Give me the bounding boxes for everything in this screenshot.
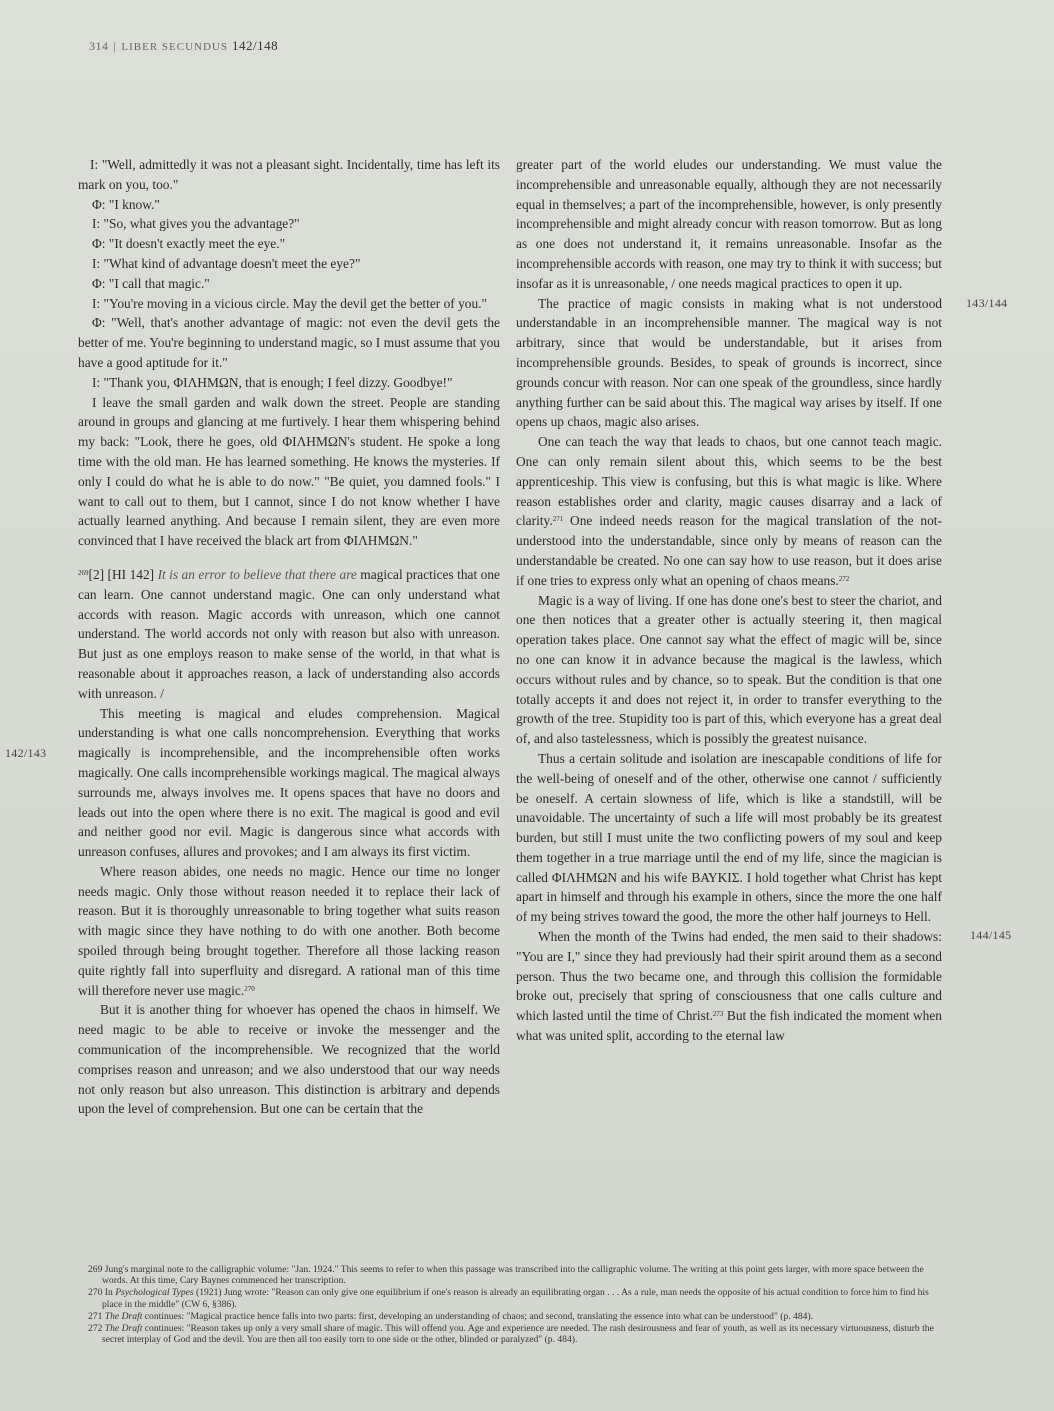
paragraph-text: But the fish indicated the moment when what was united split, according to the eternal law (516, 1008, 942, 1044)
footnote-272 (88, 1323, 944, 1345)
paragraph: This meeting is magical and eludes comprehension. Magical understanding is what one calls noncomprehension. Everything that works magically is incomprehensible, and the incomprehensible often works magically. One calls incomprehensible workings magical. The magical always surrounds me, always involves me. It opens spaces that have no doors and leads out into the open where there is no exit. The magical is good and evil and neither good nor evil. Magic is dangerous since what accords with unreason confuses, allures and provokes; and I am always its first victim. (78, 705, 500, 860)
footnote-ref-270: 270 (244, 984, 255, 993)
paragraph: The practice of magic consists in making what is not understood understandable in an incomprehensible manner. The magical way is not arbitrary, since that would be understandable, but it arises from incomprehensible grounds. Besides, to speak of grounds is incorrect, since grounds concur with reason. Nor can one speak of the groundless, since hardly anything further can be said about this. The magical way arises by itself. If one opens up chaos, magic also arises. (516, 295, 942, 430)
source-ref: [2] [HI 142] (88, 566, 155, 582)
dialogue-line: Φ: "I know." (92, 196, 160, 212)
dialogue-line: Φ: "Well, that's another advantage of magic: not even the devil gets the better of me. You're beginning to understand magic, so I must assume that you have a good aptitude for it." (78, 315, 500, 370)
paragraph (516, 432, 942, 590)
footnote-ref-271: 271 (552, 515, 564, 524)
footnote-text: 271 (88, 1310, 105, 1322)
footnote-271 (88, 1311, 944, 1322)
dialogue-line: Φ: "It doesn't exactly meet the eye." (92, 236, 286, 252)
footnote-text: 270 In (88, 1287, 116, 1299)
footnote-text: (1921) Jung wrote: "Reason can only give one equilibrium if one's reason is already an equilibrating organ . . . As a rule, man needs the opposite of his actual condition to force him to find his place in the middle" (CW 6, §386). (102, 1287, 929, 1310)
paragraph-text: Where reason abides, one needs no magic. Hence our time no longer needs magic. Only those without reason needed it to replace their lack of reason. But it is thoroughly unreasonable to bring together what suits reason with magic since they have nothing to do with one another. Both become spoiled through being brought together. Therefore all those lacking reason quite rightly fall into superfluity and disregard. A rational man of this time will therefore never use magic. (78, 863, 500, 998)
paragraph: Thus a certain solitude and isolation are inescapable conditions of life for the well-being of oneself and of the other, otherwise one cannot / sufficiently be oneself. A certain slowness of life, which is like a standstill, will be unavoidable. The uncertainty of such a life will most probably be its greatest burden, but still I must unite the two conflicting powers of my soul and keep them together in a true marriage until the end of my life, since the magician is called ΦΙΛΗΜΩΝ and his wife ΒΑΥΚΙΣ. I hold together what Christ has kept apart in himself and through his example in others, since the more the one half of my being strives toward the good, the more the other half journeys to Hell. (516, 750, 942, 925)
paragraph: I leave the small garden and walk down the street. People are standing around in groups and glancing at me furtively. I hear them whispering behind my back: "Look, there he goes, old ΦΙΛΗΜΩΝ's student. He spoke a long time with the old man. He has learned something. He knows the mysteries. If only I could do what he is able to do now." "Be quiet, you damned fools." I want to call out to them, but I cannot, since I do not know whether I have actually learned anything. And because I remain silent, they are even more convinced that I have received the black art from ΦΙΛΗΜΩΝ." (78, 394, 500, 549)
paragraph: greater part of the world eludes our understanding. We must value the incomprehensible and unreasonable equally, although they are not necessarily equal in themselves; a part of the incomprehensible, however, is only presently incomprehensible and might already concur with reason tomorrow. But as long as one does not understand it, it remains unreasonable. Insofar as the incomprehensible accords with reason, one may try to think it with success; but insofar as it is unreasonable, / one needs magical practices to open it up. (516, 157, 942, 291)
paragraph-text: One indeed needs reason for the magical translation of the not-understood into the understandable, since only by means of reason can the understandable be created. No one can say how to use reason, but it does arise if one tries to express only what an opening of chaos means. (516, 513, 942, 588)
footnote-italic: The Draft (104, 1323, 143, 1335)
right-column (516, 155, 942, 1046)
margin-ref-142-143: 142/143 (5, 746, 47, 760)
header-separator: | (113, 39, 117, 53)
footnote-italic: Psychological Types (115, 1287, 194, 1299)
dialogue-line: I: "Well, admittedly it was not a pleasant sight. Incidentally, time has left its mark on you, too." (78, 157, 500, 192)
dialogue-line: I: "You're moving in a vicious circle. May the devil get the better of you." (92, 295, 488, 311)
footnote-ref-269: 269 (78, 568, 89, 577)
dialogue-line: Φ: "I call that magic." (92, 275, 210, 291)
footnote-ref-272: 272 (838, 574, 850, 583)
page-number: 314 (89, 39, 109, 53)
margin-ref-143-144: 143/144 (966, 296, 1008, 310)
footnote-text: continues: "Magical practice hence falls into two parts: first, developing an understanding of chaos; and second, translating the essence into what can be understood" (p. 484). (142, 1310, 814, 1322)
paragraph (78, 862, 500, 1001)
running-header (89, 38, 278, 54)
paragraph-text: One can teach the way that leads to chaos, but one cannot teach magic. One can only remain silent about this, which seems to be the best apprenticeship. This view is confusing, but this is what magic is like. Where reason establishes order and clarity, magic causes disarray and a lack of clarity. (516, 434, 942, 529)
paragraph-text: When the month of the Twins had ended, the men said to their shadows: "You are I," since they had previously had their spirit around them as a second person. Thus the two became one, and through this collision the formidable broke out, precisely that spring of consciousness that one calls culture and which lasted until the time of Christ. (516, 929, 942, 1024)
dialogue-line: I: "So, what gives you the advantage?" (92, 216, 300, 232)
footnote-270 (88, 1287, 944, 1309)
italic-phrase: It is an error to believe that there are (157, 566, 357, 582)
dialogue-line: I: "What kind of advantage doesn't meet the eye?" (92, 255, 361, 271)
footnote-ref-273: 273 (712, 1010, 724, 1019)
footnotes (88, 1264, 944, 1346)
dialogue-line: I: "Thank you, ΦΙΛΗΜΩΝ, that is enough; I feel dizzy. Goodbye!" (92, 374, 453, 390)
paragraph-269 (78, 565, 500, 704)
footnote-italic: The Draft (104, 1310, 143, 1322)
footnote-269: 269 Jung's marginal note to the calligraphic volume: "Jan. 1924." This seems to refer to when this passage was transcribed into the calligraphic volume. The writing at this point gets larger, with more space between the words. At this time, Cary Baynes commenced her transcription. (88, 1264, 924, 1287)
left-column (78, 155, 500, 1119)
margin-ref-144-145: 144/145 (970, 928, 1012, 942)
paragraph: Magic is a way of living. If one has done one's best to steer the chariot, and one then notices that a greater other is actually steering it, then magical operation takes place. One cannot say what the effect of magic will be, since no one can know it in advance because the magical is the lawless, which occurs without rules and by chance, so to speak. But the condition is that one totally accepts it and does not reject it, in order to transfer everything to the growth of the tree. Stupidity too is part of this, which everyone has a great deal of, and also tastelessness, which is possibly the greatest nuisance. (516, 592, 942, 747)
paragraph (516, 927, 942, 1046)
section-title: LIBER SECUNDUS (121, 41, 228, 53)
paragraph-text: magical practices that one can learn. One cannot understand magic. One can only understand what accords with reason. Magic accords with unreason, which one cannot understand. The world accords not only with reason but also with unreason. But just as one employs reason to make sense of the world, in that what is reasonable about it approaches reason, a lack of understanding also accords with unreason. / (78, 566, 500, 701)
footnote-text: 272 (88, 1323, 105, 1335)
footnote-text: continues: "Reason takes up only a very small share of magic. This will offend you. Age and experience are needed. The rash desirousness and fear of youth, as well as its necessary virtuousness, disturb the secret interplay of God and the devil. You are then all too easily torn to one side or the other, blinded or paralyzed" (p. 484). (102, 1323, 934, 1346)
header-page-range: 142/148 (232, 38, 279, 53)
paragraph: But it is another thing for whoever has opened the chaos in himself. We need magic to be able to receive or invoke the messenger and the communication of the incomprehensible. We recognized that the world comprises reason and unreason; and we also understood that our way needs not only reason but also unreason. This distinction is arbitrary and depends upon the level of comprehension. But one can be certain that the (78, 1002, 500, 1117)
